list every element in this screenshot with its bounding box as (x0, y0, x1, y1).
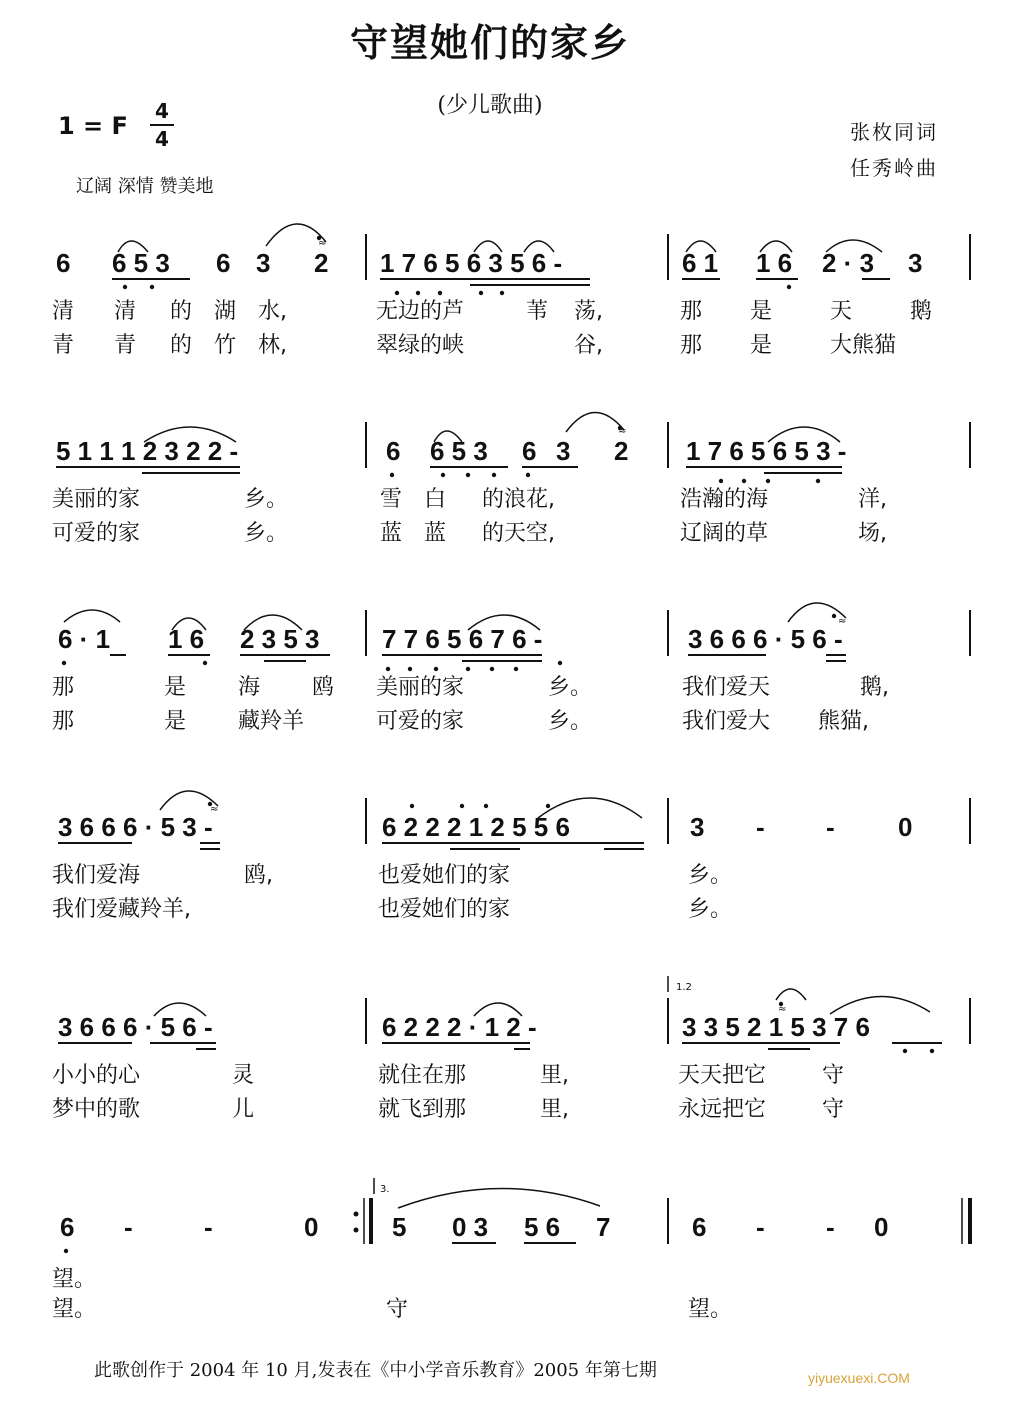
lyric: 洋, (858, 487, 887, 512)
lyric: 美丽的家 (376, 675, 465, 700)
lyric: 林, (258, 333, 287, 358)
lyric: 清 (52, 299, 75, 324)
rest: 0 (898, 812, 913, 842)
lyric: 苇 (526, 299, 549, 324)
lyric: 那 (680, 299, 703, 324)
lyric: 鹅 (910, 299, 933, 324)
lyricist-credit: 张枚同词 (850, 120, 938, 144)
octave-dot (787, 285, 791, 289)
lyric: 白 (424, 487, 447, 512)
note-group: 6 · 1 (58, 624, 111, 654)
composer-credit: 任秀岭曲 (850, 156, 938, 180)
octave-dot (546, 804, 550, 808)
lyric: 乡。 (244, 521, 289, 546)
note: 3 (256, 248, 271, 278)
note-group: 6 5 3 (430, 436, 488, 466)
note: 6 (386, 436, 401, 466)
note: 2 (314, 248, 329, 278)
octave-dot (766, 479, 770, 483)
lyric: 可爱的家 (376, 709, 465, 734)
slur (398, 1188, 600, 1208)
lyric: 藏羚羊 (238, 709, 305, 734)
lyric: 荡, (574, 299, 603, 324)
mordent-mark: ≈ (778, 1004, 787, 1015)
lyric: 儿 (232, 1097, 255, 1122)
meter-bottom: 4 (155, 127, 169, 151)
note-group: 6 2 2 2 1 2 5 5 6 (382, 812, 570, 842)
lyric: 的浪花, (482, 487, 555, 512)
lyric: 是 (164, 675, 187, 700)
lyric: 青 (52, 333, 75, 358)
lyric: 里, (540, 1063, 569, 1088)
lyric: 我们爱大 (682, 709, 771, 734)
system-1 (52, 224, 970, 358)
note: 3 (556, 436, 571, 466)
watermark: yiyuexuexi.COM (808, 1370, 910, 1386)
octave-dot (123, 285, 127, 289)
lyric: 辽阔的草 (680, 521, 769, 546)
note-group: 6 1 (682, 248, 719, 278)
lyric: 也爱她们的家 (378, 897, 511, 922)
mordent-mark: ≈ (210, 804, 219, 815)
lyric: 守 (822, 1097, 845, 1122)
verse-2-line (52, 709, 869, 734)
verse-1-line (52, 299, 932, 324)
octave-dot (460, 804, 464, 808)
lyric: 浩瀚的海 (680, 487, 769, 512)
octave-dot (490, 667, 494, 671)
lyric: 熊猫, (818, 709, 869, 734)
lyric: 湖 (214, 299, 237, 324)
note: 6 (216, 248, 231, 278)
meter-top: 4 (155, 99, 169, 123)
lyric: 乡。 (548, 709, 593, 734)
lyric: 海 (238, 675, 261, 700)
octave-dot (203, 661, 207, 665)
octave-dot (903, 1049, 907, 1053)
lyric: 大熊猫 (830, 333, 897, 358)
lyric: 守 (386, 1297, 409, 1322)
verse-2-line (52, 897, 732, 922)
octave-dot (484, 804, 488, 808)
lyric: 那 (52, 675, 75, 700)
note: 6 (60, 1212, 75, 1242)
octave-dot (466, 473, 470, 477)
octave-dot (390, 473, 394, 477)
lyric: 望。 (52, 1297, 97, 1322)
key-signature: 1 = F (58, 112, 128, 140)
note-group: 5 1 1 1 2 3 2 2 - (56, 436, 239, 466)
lyric: 我们爱天 (682, 675, 771, 700)
verse-1-line (52, 863, 732, 888)
lyric: 望。 (52, 1267, 97, 1292)
octave-dot (434, 667, 438, 671)
octave-dot (395, 291, 399, 295)
dash: - (826, 812, 835, 842)
octave-dot (150, 285, 154, 289)
lyric: 场, (858, 521, 887, 546)
note-group: 0 3 (452, 1212, 489, 1242)
lyric: 小小的心 (52, 1063, 141, 1088)
lyric: 乡。 (688, 863, 733, 888)
octave-dot (386, 667, 390, 671)
system-3 (52, 603, 970, 734)
lyric: 可爱的家 (52, 521, 141, 546)
lyric: 乡。 (244, 487, 289, 512)
system-2 (52, 412, 970, 546)
lyric: 就住在那 (378, 1063, 467, 1088)
rest: 0 (874, 1212, 889, 1242)
lyric: 就飞到那 (378, 1097, 467, 1122)
note-group: 3 6 6 6 · 5 6 - (688, 624, 843, 654)
system-5 (52, 976, 970, 1122)
note-group: 6 5 3 (112, 248, 170, 278)
verse-1-line (52, 1063, 844, 1088)
octave-dot (410, 804, 414, 808)
octave-dot (514, 667, 518, 671)
note-group: 3 6 6 6 · 5 3 - (58, 812, 213, 842)
rest: 0 (304, 1212, 319, 1242)
song-title: 守望她们的家乡 (349, 21, 630, 65)
slur (776, 989, 806, 1000)
note-group: 1 7 6 5 6 5 3 - (686, 436, 847, 466)
lyric: 梦中的歌 (52, 1097, 141, 1122)
footnote: 此歌创作于 2004 年 10 月,发表在《中小学音乐教育》2005 年第七期 (94, 1360, 657, 1381)
mordent-mark: ≈ (618, 426, 627, 437)
octave-dot (466, 667, 470, 671)
dash: - (124, 1212, 133, 1242)
lyric: 守 (822, 1063, 845, 1088)
octave-dot (832, 614, 836, 618)
volta-label: 3. (380, 1184, 390, 1195)
octave-dot (416, 291, 420, 295)
lyric: 谷, (574, 333, 603, 358)
verse-1-line (52, 487, 887, 512)
lyric: 是 (750, 299, 773, 324)
repeat-dot (354, 1212, 359, 1217)
lyric: 我们爱海 (52, 863, 141, 888)
lyric: 蓝 (380, 521, 403, 546)
tempo-marking: 辽阔 深情 赞美地 (76, 176, 214, 197)
octave-dot (62, 661, 66, 665)
lyric: 里, (540, 1097, 569, 1122)
note-group: 1 7 6 5 6 3 5 6 - (380, 248, 563, 278)
lyric: 也爱她们的家 (378, 863, 511, 888)
song-subtitle: (少儿歌曲) (437, 93, 543, 118)
lyric: 鹅, (860, 675, 889, 700)
lyric: 无边的芦 (376, 299, 465, 324)
dash: - (756, 1212, 765, 1242)
lyric: 美丽的家 (52, 487, 141, 512)
lyric: 天 (830, 299, 853, 324)
lyric: 竹 (214, 333, 237, 358)
note: 6 (522, 436, 537, 466)
octave-dot (930, 1049, 934, 1053)
lyric: 我们爱藏羚羊, (52, 897, 191, 922)
note-group: 2 · 3 (822, 248, 875, 278)
octave-dot (492, 473, 496, 477)
verse-2-line (52, 521, 887, 546)
octave-dot (438, 291, 442, 295)
system-4 (52, 791, 970, 922)
octave-dot (742, 479, 746, 483)
lyric: 是 (750, 333, 773, 358)
lyric: 的 (170, 299, 193, 324)
lyric: 乡。 (548, 675, 593, 700)
note: 7 (596, 1212, 611, 1242)
octave-dot (558, 661, 562, 665)
note-group: 3 6 6 6 · 5 6 - (58, 1012, 213, 1042)
system-6 (52, 1178, 970, 1322)
repeat-dot (354, 1228, 359, 1233)
mordent-mark: ≈ (838, 616, 847, 627)
lyric: 的 (170, 333, 193, 358)
lyric: 的天空, (482, 521, 555, 546)
octave-dot (408, 667, 412, 671)
note: 3 (908, 248, 923, 278)
octave-dot (441, 473, 445, 477)
octave-dot (526, 473, 530, 477)
verse-1-line (52, 675, 889, 700)
mordent-mark: ≈ (318, 238, 327, 249)
octave-dot (816, 479, 820, 483)
slur (566, 412, 624, 432)
note-group: 1 6 (756, 248, 793, 278)
lyric: 灵 (232, 1063, 255, 1088)
note: 6 (692, 1212, 707, 1242)
lyric: 永远把它 (678, 1097, 767, 1122)
dash: - (756, 812, 765, 842)
lyric: 是 (164, 709, 187, 734)
lyric: 翠绿的峡 (376, 333, 465, 358)
verse-2-line (52, 1097, 844, 1122)
note: 2 (614, 436, 629, 466)
lyric: 鸥 (312, 675, 335, 700)
lyric: 青 (114, 333, 137, 358)
note: 3 (690, 812, 705, 842)
note-group: 6 2 2 2 · 1 2 - (382, 1012, 537, 1042)
lyric: 那 (52, 709, 75, 734)
lyric: 清 (114, 299, 137, 324)
lyric: 鸥, (244, 863, 273, 888)
octave-dot (719, 479, 723, 483)
octave-dot (64, 1249, 68, 1253)
slur (266, 224, 326, 246)
dash: - (826, 1212, 835, 1242)
lyric: 雪 (380, 487, 403, 512)
slur (64, 610, 120, 622)
lyric: 望。 (688, 1297, 733, 1322)
note: 6 (56, 248, 71, 278)
octave-dot (479, 291, 483, 295)
lyric: 水, (258, 299, 287, 324)
lyric: 蓝 (424, 521, 447, 546)
note-group: 5 6 (524, 1212, 561, 1242)
lyric: 天天把它 (678, 1063, 767, 1088)
verse-2-line (52, 333, 896, 358)
octave-dot (500, 291, 504, 295)
dash: - (204, 1212, 213, 1242)
note-group: 2 3 5 3 (240, 624, 320, 654)
note-group: 3 3 5 2 1 5 3 7 6 (682, 1012, 870, 1042)
note: 5 (392, 1212, 407, 1242)
lyric: 那 (680, 333, 703, 358)
lyric: 乡。 (688, 897, 733, 922)
volta-label: 1.2 (676, 982, 692, 993)
note-group: 1 6 (168, 624, 205, 654)
note-group: 7 7 6 5 6 7 6 - (382, 624, 543, 654)
